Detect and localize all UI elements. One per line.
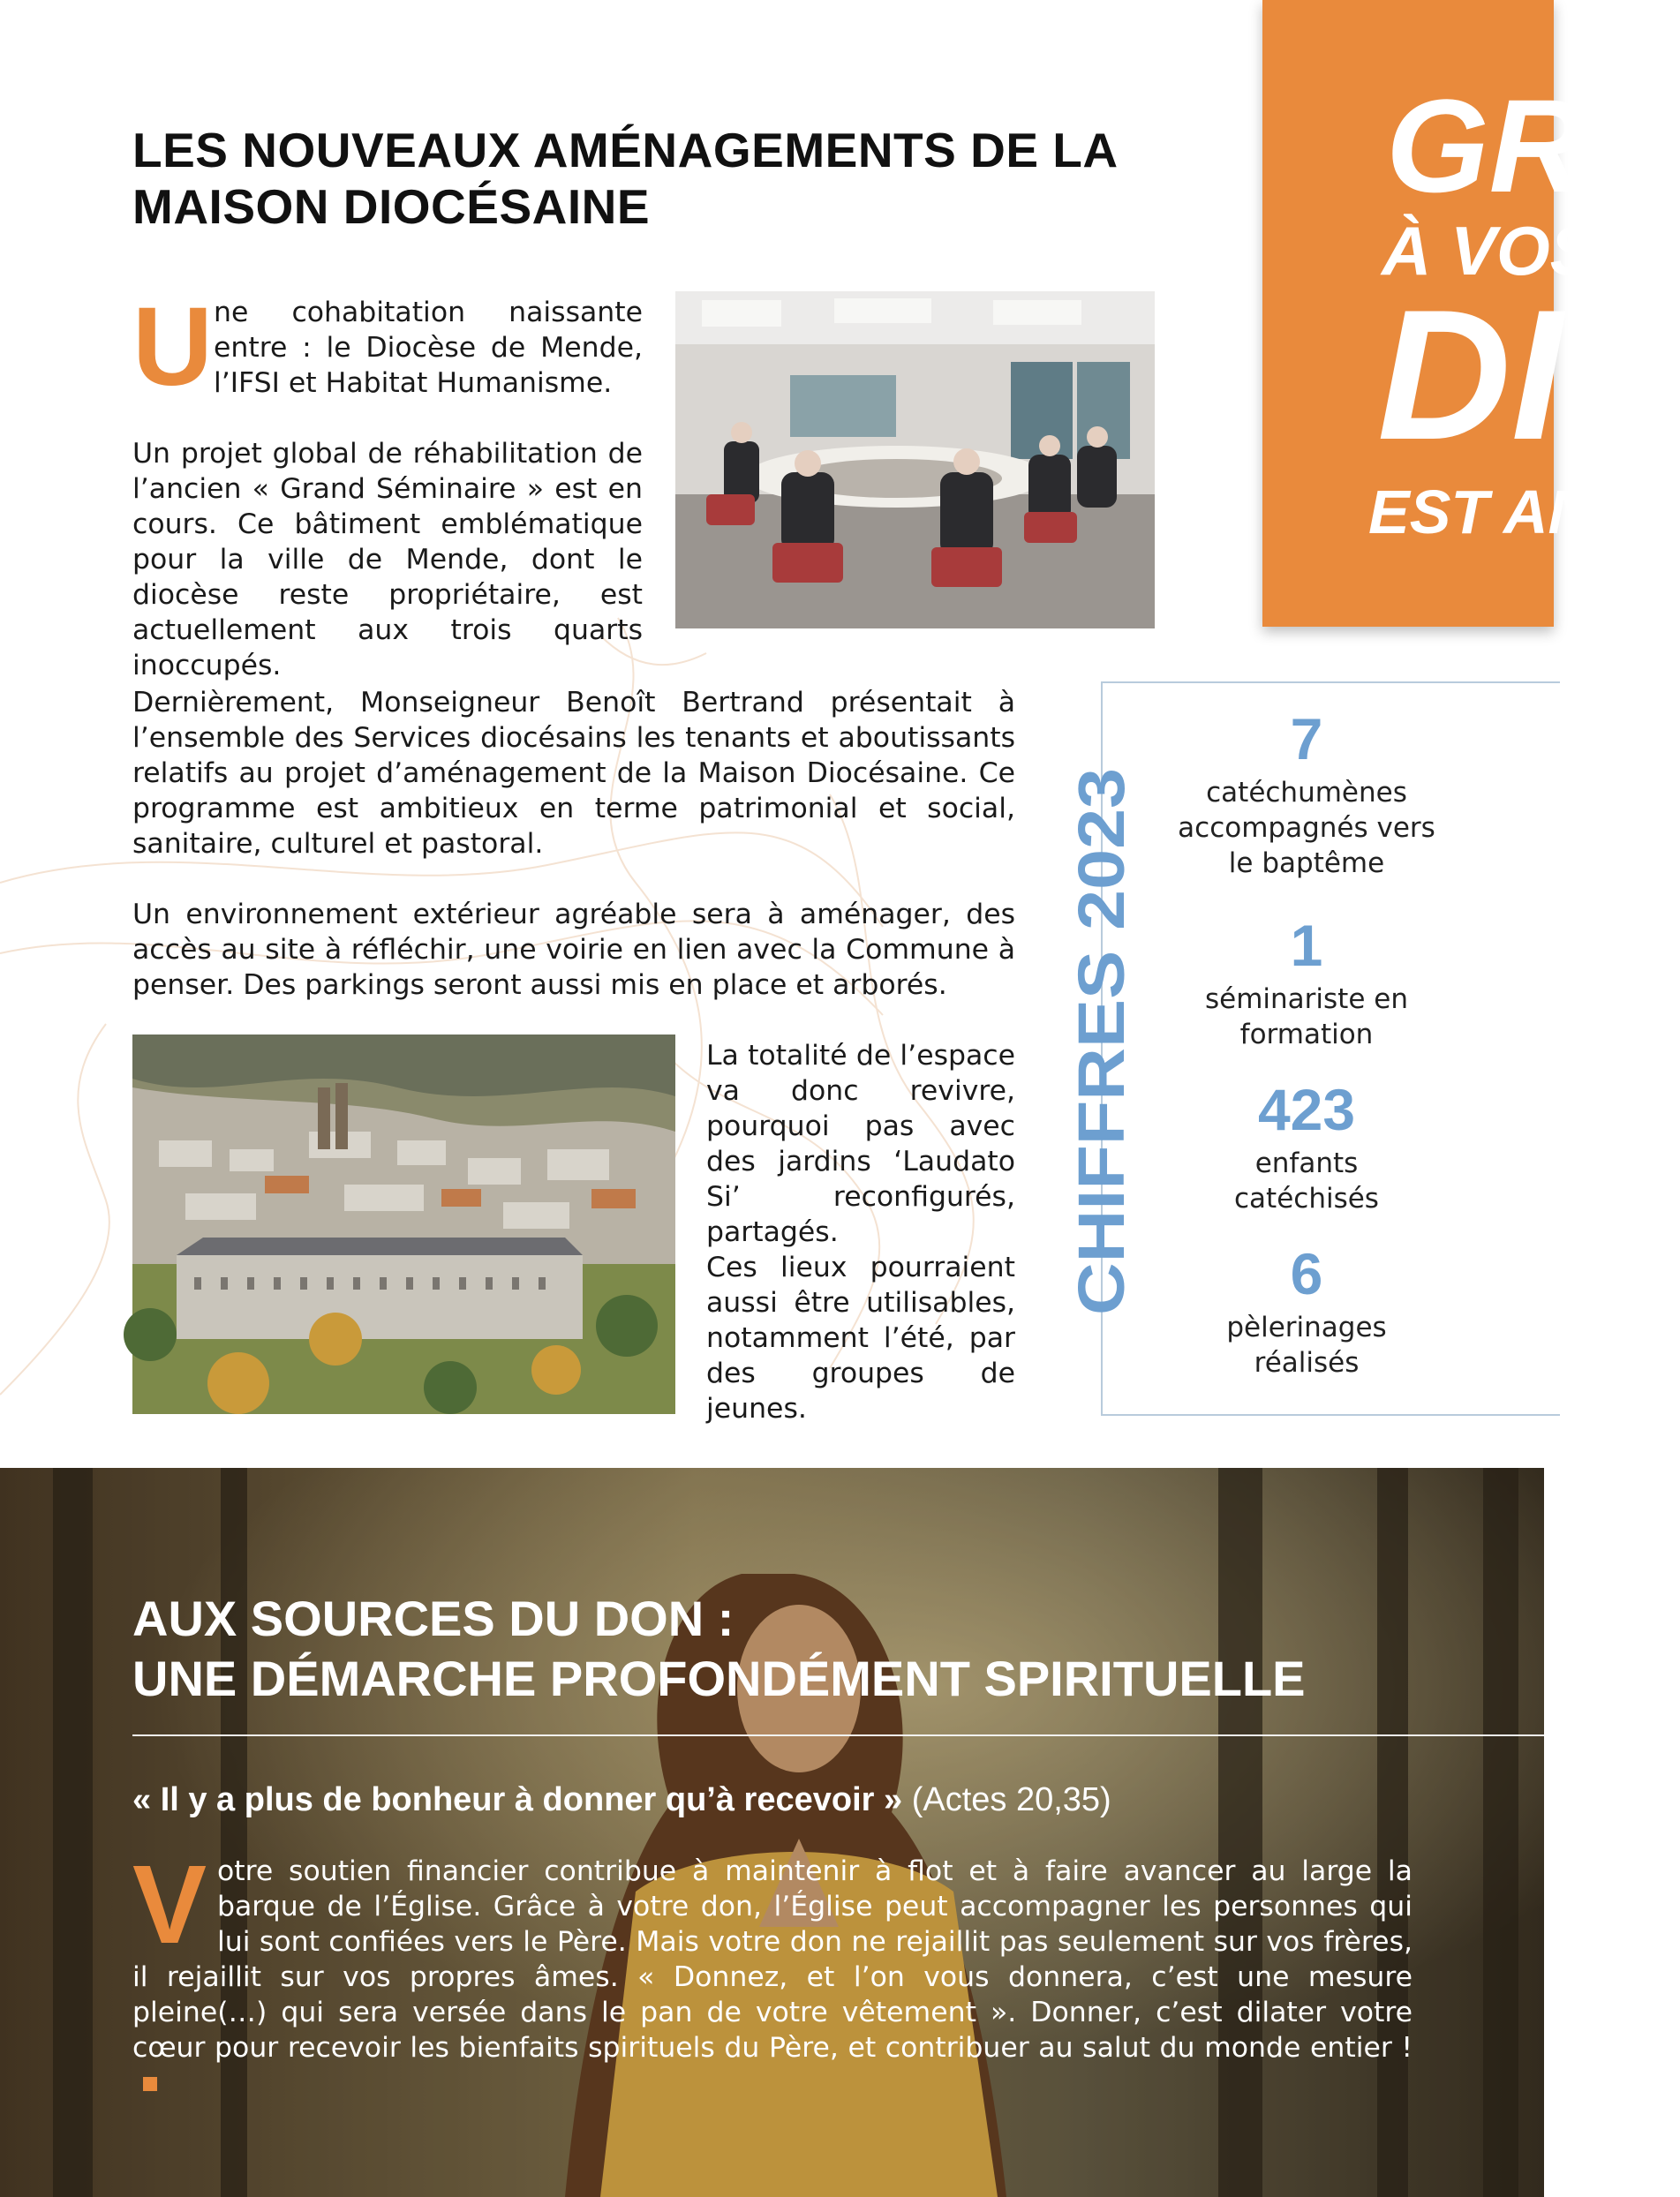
stat-label: enfants catéchisés: [1234, 1147, 1379, 1215]
stat-pilgrimages: [1165, 1243, 1448, 1381]
town-aerial-photo: [132, 1035, 675, 1414]
stat-seminarian: [1165, 914, 1448, 1052]
banner-line3: DI: [1377, 271, 1563, 478]
banner-line2: À VOS: [1382, 212, 1596, 290]
section-title-line2: UNE DÉMARCHE PROFONDÉMENT SPIRITUELLE: [132, 1651, 1306, 1706]
section-title-line1: AUX SOURCES DU DON :: [132, 1591, 735, 1646]
campaign-banner: [1262, 0, 1680, 627]
stat-label: séminariste en formation: [1205, 983, 1408, 1050]
intro-paragraph: ne cohabitation naissante entre : le Diocèse de Mende, l’IFSI et Habitat Humanisme.: [214, 297, 643, 399]
article-title-line1: LES NOUVEAUX AMÉNAGEMENTS DE LA: [132, 123, 1119, 177]
scripture-quote: [132, 1779, 1457, 1821]
stat-label: pèlerinages réalisés: [1226, 1312, 1387, 1379]
drop-cap: V: [132, 1842, 207, 1967]
drop-cap: U: [132, 284, 213, 409]
quote-text: « Il y a plus de bonheur à donner qu’à recevoir »: [132, 1781, 903, 1818]
article-title-line2: MAISON DIOCÉSAINE: [132, 179, 651, 234]
banner-line4: EST ANI: [1368, 478, 1610, 546]
dropcap-spacer: [132, 1842, 217, 1967]
title-divider: [132, 1734, 1544, 1736]
paragraph-bishop: Dernièrement, Monseigneur Benoît Bertrand présentait à l’ensemble des Services diocésains les tenants et aboutissants relatifs au projet d’aménagement de la Maison Diocésaine. Ce programme est ambitieux en terme patrimonial et social, sanitaire, culturel et pastoral.: [132, 687, 1015, 860]
meeting-room-photo: [675, 291, 1155, 628]
stats-heading: [1065, 768, 1138, 1315]
stat-number: 423: [1257, 1077, 1356, 1142]
stat-children: [1165, 1079, 1448, 1216]
end-mark: [143, 2077, 157, 2091]
donation-paragraph: [132, 1842, 1413, 2101]
paragraph-youth: Ces lieux pourraient aussi être utilisables, notamment l’été, par des groupes de jeunes.: [706, 1252, 1015, 1425]
stat-number: 6: [1290, 1241, 1323, 1306]
donation-text: otre soutien financier contribue à maintenir à flot et à faire avancer au large la barque de l’Église. Grâce à votre don, l’Église peut accompagner les personnes qui lui sont confiées vers le Père. Mais votre don ne rejaillit pas seulement sur vos frères, il rejaillit sur vos propres âmes. « Donnez, et l’on vous donnera, c’est une mesure pleine(…) qui sera versée dans le pan de votre vêtement ». Donner, c’est dilater votre cœur pour recevoir les bienfaits spirituels du Père, et contribuer au salut du monde entier !: [132, 1855, 1413, 2064]
stat-catechumens: [1165, 708, 1448, 881]
stat-number: 1: [1290, 913, 1323, 978]
quote-reference: (Actes 20,35): [902, 1781, 1111, 1818]
paragraph-project: Un projet global de réhabilitation de l’ancien « Grand Séminaire » est en cours. Ce bâtiment emblématique pour la ville de Mende, dont le diocèse reste propriétaire, est actuellement aux trois quarts inoccupés.: [132, 438, 643, 681]
section-title: [132, 1589, 1457, 1709]
stats-heading-text: CHIFFRES 2023: [1065, 824, 1138, 1315]
paragraph-environment: Un environnement extérieur agréable sera à aménager, des accès au site à réfléchir, une voirie en lien avec la Commune à penser. Des parkings seront aussi mis en place et arborés.: [132, 899, 1015, 1001]
article-title: [132, 122, 1192, 235]
paragraph-gardens: La totalité de l’espace va donc revivre, pourquoi pas avec des jardins ‘Laudato Si’ reconfigurés, partagés.: [706, 1040, 1015, 1248]
banner-line1: GRA: [1386, 71, 1680, 220]
stat-label: catéchumènes accompagnés vers le baptême: [1178, 777, 1435, 879]
stat-number: 7: [1290, 706, 1323, 771]
